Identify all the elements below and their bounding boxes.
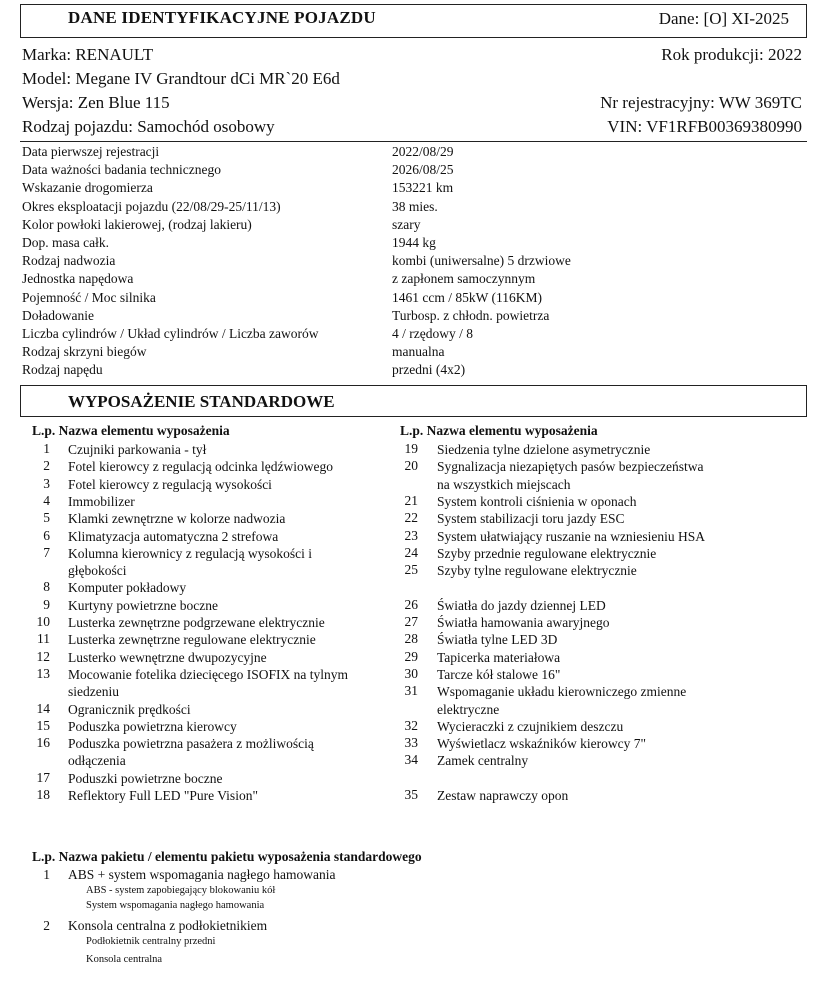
equipment-item: Mocowanie fotelika dziecięcego ISOFIX na tylnym [68, 666, 349, 682]
item-number: 23 [404, 527, 418, 543]
vehicle-type: Rodzaj pojazdu: Samochód osobowy [22, 117, 275, 136]
package-sub-item: System wspomagania nagłego hamowania [86, 900, 265, 911]
item-number: 33 [404, 735, 418, 751]
equipment-item: Klimatyzacja automatyczna 2 strefowa [68, 528, 279, 544]
equipment-header-right: L.p. Nazwa elementu wyposażenia [400, 423, 598, 438]
package-sub-item: Podłokietnik centralny przedni [86, 936, 216, 947]
item-number: 14 [36, 700, 50, 716]
production-year: Rok produkcji: 2022 [661, 45, 802, 64]
equipment-item: Ogranicznik prędkości [68, 701, 191, 717]
item-number: 20 [404, 458, 418, 474]
item-number: 25 [404, 562, 418, 578]
spec-label: Rodzaj napędu [22, 362, 103, 378]
spec-label: Pojemność / Moc silnika [22, 289, 156, 305]
spec-label: Dop. masa całk. [22, 235, 109, 250]
item-number: 6 [43, 527, 50, 543]
equipment-title: WYPOSAŻENIE STANDARDOWE [68, 392, 335, 411]
item-number: 8 [43, 579, 50, 595]
vehicle-version: Wersja: Zen Blue 115 [22, 93, 170, 112]
equipment-item: Fotel kierowcy z regulacją odcinka lędźwiowego [68, 459, 334, 475]
item-number: 4 [43, 492, 50, 508]
equipment-item: Immobilizer [68, 493, 135, 509]
package-number: 2 [43, 918, 50, 933]
spec-value: manualna [392, 344, 445, 360]
item-number: 30 [404, 665, 418, 681]
equipment-item: Komputer pokładowy [68, 580, 187, 596]
equipment-item: System stabilizacji toru jazdy ESC [437, 511, 625, 527]
equipment-item: Czujniki parkowania - tył [68, 442, 207, 457]
equipment-item: Poduszka powietrzna pasażera z możliwością [68, 736, 314, 752]
item-number: 21 [404, 492, 418, 508]
spec-value: szary [392, 216, 421, 232]
item-number: 22 [404, 510, 418, 526]
equipment-item: Światła hamowania awaryjnego [437, 615, 610, 630]
item-number: 19 [404, 441, 418, 456]
item-number: 1 [43, 441, 50, 456]
spec-label: Jednostka napędowa [22, 271, 134, 287]
item-number: 28 [404, 631, 418, 647]
equipment-item: Szyby tylne regulowane elektrycznie [437, 563, 637, 579]
equipment-item: Siedzenia tylne dzielone asymetrycznie [437, 442, 651, 457]
equipment-item: System kontroli ciśnienia w oponach [437, 493, 637, 509]
equipment-header-left: L.p. Nazwa elementu wyposażenia [32, 423, 230, 438]
equipment-item: Sygnalizacja niezapiętych pasów bezpieczeństwa [437, 459, 704, 475]
equipment-item: Zamek centralny [437, 753, 529, 769]
equipment-item: Reflektory Full LED "Pure Vision" [68, 788, 258, 803]
spec-value: 1461 ccm / 85kW (116KM) [392, 289, 542, 305]
spec-value: 2022/08/29 [392, 144, 454, 159]
equipment-item: Zestaw naprawczy opon [437, 788, 569, 803]
package-name: ABS + system wspomagania nagłego hamowania [68, 867, 336, 882]
equipment-item: na wszystkich miejscach [437, 476, 571, 492]
spec-value: 4 / rzędowy / 8 [392, 326, 473, 341]
equipment-item: Wycieraczki z czujnikiem deszczu [437, 718, 624, 734]
data-date: Dane: [O] XI-2025 [658, 9, 789, 28]
spec-label: Liczba cylindrów / Układ cylindrów / Liczba zaworów [22, 326, 319, 341]
item-number: 9 [43, 596, 50, 612]
equipment-item: Szyby przednie regulowane elektrycznie [437, 545, 657, 561]
spec-label: Doładowanie [22, 307, 94, 323]
equipment-item: Poduszki powietrzne boczne [68, 770, 223, 786]
equipment-item: elektryczne [437, 701, 500, 717]
item-number: 7 [43, 544, 50, 560]
spec-label: Rodzaj skrzyni biegów [22, 344, 147, 360]
item-number: 17 [36, 769, 50, 785]
equipment-item: Lusterka zewnętrzne regulowane elektrycznie [68, 632, 316, 648]
separator-line [20, 141, 807, 142]
item-number: 24 [404, 544, 418, 560]
item-number: 2 [43, 458, 50, 474]
item-number: 27 [404, 614, 418, 629]
spec-value: kombi (uniwersalne) 5 drzwiowe [392, 253, 571, 269]
item-number: 12 [36, 648, 50, 664]
item-number: 5 [43, 510, 50, 526]
spec-label: Data pierwszej rejestracji [22, 144, 160, 159]
spec-label: Okres eksploatacji pojazdu (22/08/29-25/11/13) [22, 198, 281, 214]
item-number: 34 [404, 752, 418, 768]
spec-value: 2026/08/25 [392, 162, 454, 178]
item-number: 11 [37, 631, 50, 647]
equipment-item: Klamki zewnętrzne w kolorze nadwozia [68, 511, 286, 527]
equipment-item: Wyświetlacz wskaźników kierowcy 7" [437, 736, 647, 752]
spec-label: Data ważności badania technicznego [22, 162, 222, 178]
item-number: 10 [36, 614, 50, 629]
item-number: 15 [36, 717, 50, 733]
equipment-item: Kolumna kierownicy z regulacją wysokości i [68, 545, 313, 561]
spec-value: 38 mies. [392, 198, 438, 214]
item-number: 16 [36, 735, 50, 751]
equipment-item: Wspomaganie układu kierowniczego zmienne [437, 684, 687, 700]
vin-number: VIN: VF1RFB00369380990 [607, 117, 802, 136]
equipment-item: System ułatwiający ruszanie na wzniesieniu HSA [437, 528, 706, 544]
registration-number: Nr rejestracyjny: WW 369TC [600, 93, 802, 112]
package-number: 1 [43, 867, 50, 882]
package-sub-item: ABS - system zapobiegający blokowaniu kół [86, 885, 276, 896]
item-number: 18 [36, 787, 50, 802]
packages-header: L.p. Nazwa pakietu / elementu pakietu wyposażenia standardowego [32, 849, 422, 864]
package-sub-item: Konsola centralna [86, 954, 163, 965]
spec-value: z zapłonem samoczynnym [392, 271, 536, 287]
item-number: 26 [404, 596, 418, 612]
equipment-item: Światła tylne LED 3D [437, 632, 558, 648]
equipment-item: Poduszka powietrzna kierowcy [68, 718, 237, 734]
equipment-item: odłączenia [68, 753, 126, 769]
equipment-item: Kurtyny powietrzne boczne [68, 597, 218, 613]
vehicle-make: Marka: RENAULT [22, 45, 154, 64]
spec-value: 153221 km [392, 180, 454, 196]
item-number: 35 [404, 787, 418, 802]
item-number: 31 [404, 683, 418, 699]
equipment-item: Lusterka zewnętrzne podgrzewane elektrycznie [68, 615, 325, 630]
spec-value: Turbosp. z chłodn. powietrza [392, 307, 550, 323]
equipment-item: Światła do jazdy dziennej LED [437, 597, 606, 613]
spec-label: Kolor powłoki lakierowej, (rodzaj lakieru) [22, 216, 252, 232]
vehicle-model: Model: Megane IV Grandtour dCi MR`20 E6d [22, 69, 340, 88]
item-number: 29 [404, 648, 418, 664]
item-number: 3 [43, 475, 50, 491]
equipment-item: głębokości [68, 563, 127, 579]
spec-value: 1944 kg [392, 235, 436, 250]
spec-label: Wskazanie drogomierza [22, 180, 153, 196]
spec-label: Rodzaj nadwozia [22, 253, 116, 269]
equipment-item: Lusterko wewnętrzne dwupozycyjne [68, 649, 267, 665]
equipment-item: Fotel kierowcy z regulacją wysokości [68, 476, 272, 492]
spec-value: przedni (4x2) [392, 362, 466, 378]
equipment-item: Tapicerka materiałowa [437, 649, 561, 665]
item-number: 13 [36, 665, 50, 681]
document-title: DANE IDENTYFIKACYJNE POJAZDU [68, 8, 376, 27]
equipment-item: siedzeniu [68, 684, 119, 700]
equipment-item: Tarcze kół stalowe 16" [437, 666, 561, 682]
package-name: Konsola centralna z podłokietnikiem [68, 918, 268, 933]
item-number: 32 [404, 717, 418, 733]
